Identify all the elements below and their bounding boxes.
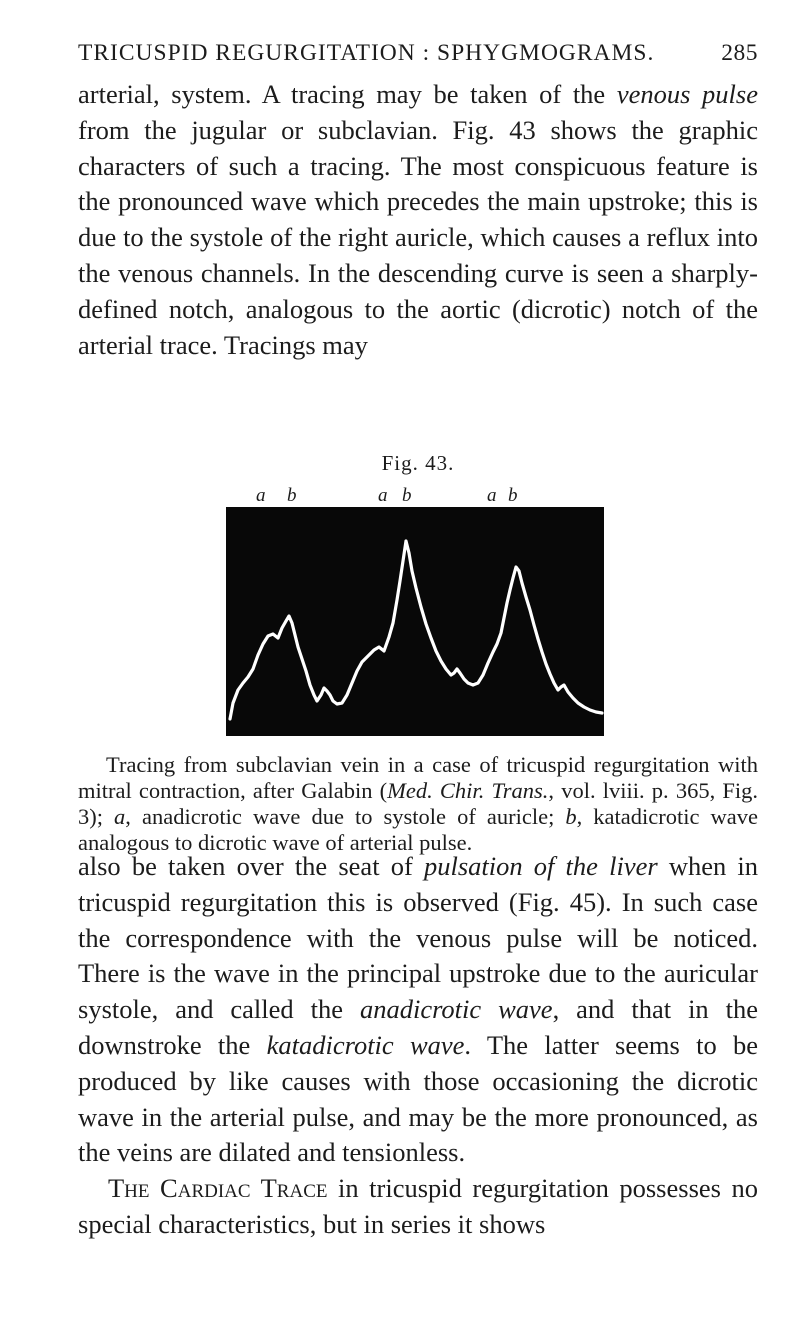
caption-text-1: Tracing from subclavian vein in a case of tricuspid regurgitation with mitral contraction, after Galabin ( <box>78 752 758 803</box>
page-number: 285 <box>721 40 758 66</box>
figure-letter-a-2: a <box>378 485 388 506</box>
para2-emphasis-liver: pulsation of the liver <box>423 851 658 881</box>
caption-text-3: , anadicrotic wave due to systole of auricle; <box>125 804 566 829</box>
caption-text-2: , vol. lviii. p. 365, Fig. 3); <box>78 778 758 829</box>
para1-text-2: from the jugular or subclavian. Fig. 43 shows the graphic characters of such a tracing. The most conspicuous feature is the pronounced wave which precedes the main upstroke; this is due to the systole of the right auricle, which causes a reflux into the venous channels. In the descending curve is seen a sharply-defined notch, analogous to the aortic (dicrotic) notch of the arterial trace. Tracings may <box>78 114 758 360</box>
page-header <box>78 40 758 67</box>
figure-letter-b-1: b <box>287 485 297 506</box>
para1-emphasis-venous-pulse: venous pulse <box>616 79 758 109</box>
body-paragraphs-2-3 <box>78 849 758 1243</box>
caption-text-4: , katadicrotic wave analogous to dicrotic wave of arterial pulse. <box>78 804 759 855</box>
figure-letter-b-2: b <box>402 485 412 506</box>
figure-letter-a-1: a <box>256 485 266 506</box>
figure-title: Fig. 43. <box>381 451 455 475</box>
figure-letter-b-3: b <box>508 485 518 506</box>
para3-text-1: in tricuspid regurgitation possesses no special characteristics, but in series it shows <box>78 1173 758 1239</box>
para2-emphasis-anadicrotic: anadicrotic wave <box>359 994 553 1025</box>
body-paragraph-1 <box>78 77 758 363</box>
tracing-line <box>230 541 602 719</box>
running-title: TRICUSPID REGURGITATION : SPHYGMOGRAMS. <box>78 40 655 66</box>
para2-text-3: , and that in the downstroke the <box>78 994 759 1060</box>
figure-caption <box>78 752 758 856</box>
figure-letter-a-3: a <box>487 485 497 506</box>
para2-text-4: . The latter seems to be produced by like causes with those occasioning the dicrotic wave in the arterial pulse, and may be the more pronounced, as the veins are dilated and tensionless. <box>78 1029 759 1168</box>
para2-emphasis-katadicrotic: katadicrotic wave <box>266 1029 465 1060</box>
venous-pulse-tracing-figure <box>226 507 604 736</box>
caption-citation: Med. Chir. Trans. <box>387 778 549 803</box>
para2-text-1: also be taken over the seat of <box>78 851 424 881</box>
body-paragraph-3 <box>78 1171 758 1243</box>
caption-letter-a: a <box>114 804 126 829</box>
para2-text-2: when in tricuspid regurgitation this is observed (Fig. 45). In such case the correspondence with the venous pulse will be noticed. There is the wave in the principal upstroke due to the auricular systole, and called the <box>78 851 758 1025</box>
para3-smallcaps-heading: The Cardiac Trace <box>108 1173 328 1204</box>
para1-text-1: arterial, system. A tracing may be taken of the <box>78 79 617 109</box>
tracing-svg <box>226 507 604 736</box>
caption-letter-b: b <box>565 804 577 829</box>
